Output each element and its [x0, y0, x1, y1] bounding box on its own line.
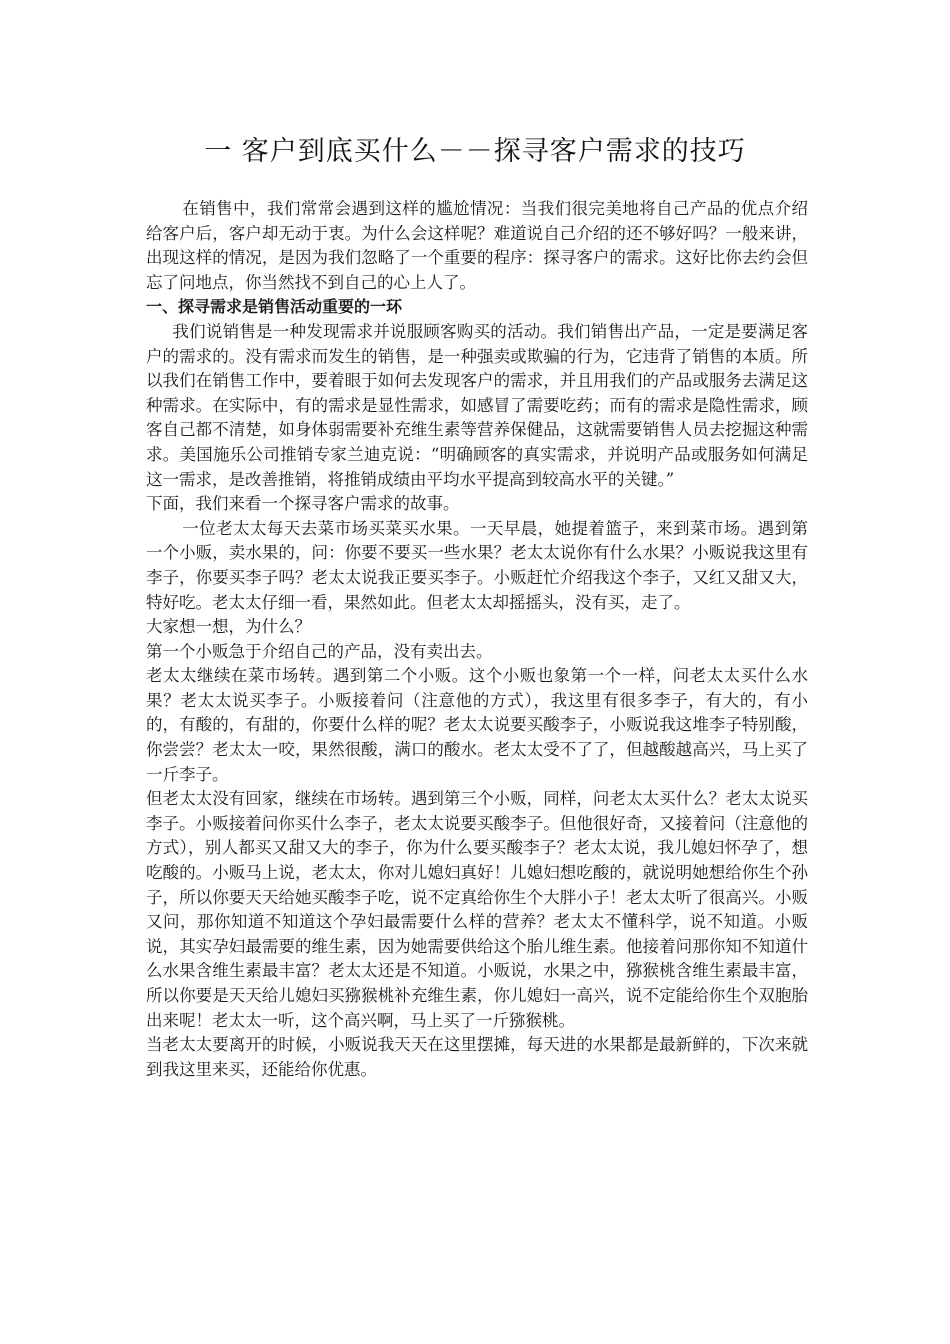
intro-paragraph: 在销售中，我们常常会遇到这样的尴尬情况：当我们很完美地将自己产品的优点介绍给客户后，客户却无动于衷。为什么会这样呢？难道说自己介绍的还不够好吗？一般来讲，出现这样的情况，是因为我们忽略了一个重要的程序：探寻客户的需求。这好比你去约会但忘了问地点，你当然找不到自己的心上人了。 [146, 199, 808, 292]
body-paragraph: 第一个小贩急于介绍自己的产品，没有卖出去。 [146, 641, 493, 661]
section-heading: 一、探寻需求是销售活动重要的一环 [146, 297, 403, 317]
story-paragraph: 当老太太要离开的时候，小贩说我天天在这里摆摊，每天进的水果都是最新鲜的，下次来就到我这里来买，还能给你优惠。 [146, 1035, 808, 1079]
story-paragraph: 但老太太没有回家，继续在市场转。遇到第三个小贩，同样，问老太太买什么？老太太说买李子。小贩接着问你买什么李子，老太太说要买酸李子。但他很好奇，又接着问（注意他的方式），别人都买又甜又大的李子，你为什么要买酸李子？老太太说，我儿媳妇怀孕了，想吃酸的。小贩马上说，老太太，你对儿媳妇真好！儿媳妇想吃酸的，就说明她想给你生个孙子，所以你要天天给她买酸李子吃，说不定真给你生个大胖小子！老太太听了很高兴。小贩又问，那你知道不知道这个孕妇最需要什么样的营养？老太太不懂科学，说不知道。小贩说，其实孕妇最需要的维生素，因为她需要供给这个胎儿维生素。他接着问那你知不知道什么水果含维生素最丰富？老太太还是不知道。小贩说，水果之中，猕猴桃含维生素最丰富，所以你要是天天给儿媳妇买猕猴桃补充维生素，你儿媳妇一高兴，说不定能给你生个双胞胎出来呢！老太太一听，这个高兴啊，马上买了一斤猕猴桃。 [146, 789, 808, 1030]
document-body [146, 197, 808, 1082]
body-paragraph: 下面，我们来看一个探寻客户需求的故事。 [146, 494, 460, 514]
body-paragraph: 我们说销售是一种发现需求并说服顾客购买的活动。我们销售出产品，一定是要满足客户的需求的。没有需求而发生的销售，是一种强卖或欺骗的行为，它违背了销售的本质。所以我们在销售工作中，要着眼于如何去发现客户的需求，并且用我们的产品或服务去满足这种需求。在实际中，有的需求是显性需求，如感冒了需要吃药；而有的需求是隐性需求，顾客自己都不清楚，如身体弱需要补充维生素等营养保健品，这就需要销售人员去挖掘这种需求。美国施乐公司推销专家兰迪克说：“明确顾客的真实需求，并说明产品或服务如何满足这一需求，是改善推销，将推销成绩由平均水平提高到较高水平的关键。” [146, 321, 808, 489]
body-paragraph: 大家想一想，为什么？ [146, 617, 311, 637]
document-title: 一 客户到底买什么－－探寻客户需求的技巧 [204, 136, 746, 167]
story-paragraph: 一位老太太每天去菜市场买菜买水果。一天早晨，她提着篮子，来到菜市场。遇到第一个小贩，卖水果的，问：你要不要买一些水果？老太太说你有什么水果？小贩说我这里有李子，你要买李子吗？老太太说我正要买李子。小贩赶忙介绍我这个李子，又红又甜又大，特好吃。老太太仔细一看，果然如此。但老太太却摇摇头，没有买，走了。 [146, 518, 808, 612]
story-paragraph: 老太太继续在菜市场转。遇到第二个小贩。这个小贩也象第一个一样，问老太太买什么水果？老太太说买李子。小贩接着问（注意他的方式），我这里有很多李子，有大的，有小的，有酸的，有甜的，你要什么样的呢？老太太说要买酸李子，小贩说我这堆李子特别酸，你尝尝？老太太一咬，果然很酸，满口的酸水。老太太受不了了，但越酸越高兴，马上买了一斤李子。 [146, 666, 808, 784]
